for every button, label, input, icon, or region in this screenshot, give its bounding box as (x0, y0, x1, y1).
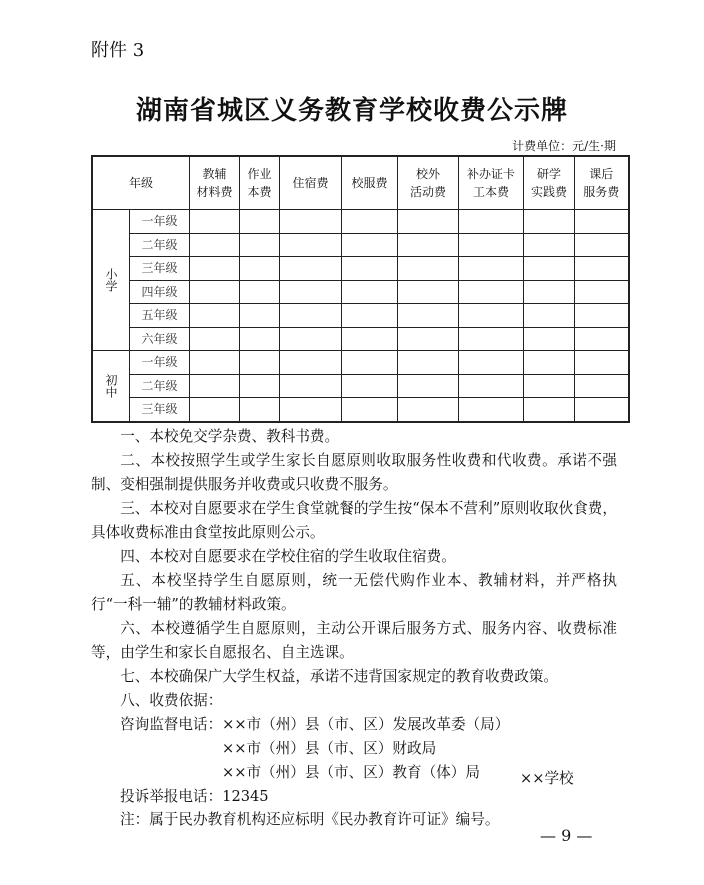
column-header: 校外 活动费 (398, 156, 459, 210)
complaint-phone: 投诉举报电话：12345 (120, 788, 269, 805)
fee-cell (280, 351, 342, 375)
fee-cell (240, 304, 280, 328)
fee-cell (190, 280, 240, 304)
table-row (92, 210, 629, 234)
fee-cell (190, 374, 240, 398)
grade-label: 二年级 (130, 374, 190, 398)
fee-cell (398, 398, 459, 422)
fee-cell (524, 398, 575, 422)
fee-cell (280, 327, 342, 351)
fee-cell (459, 210, 524, 234)
column-header: 年级 (92, 156, 190, 210)
table-row (92, 304, 629, 328)
notice-paragraph: 六、本校遵循学生自愿原则，主动公开课后服务方式、服务内容、收费标准等，由学生和家长自愿报名、自主选课。 (91, 620, 617, 661)
column-header: 补办证卡 工本费 (459, 156, 524, 210)
contact-label: 咨询监督电话： (120, 716, 223, 733)
contact-row (91, 713, 617, 737)
grade-label: 一年级 (130, 351, 190, 375)
school-signature: ××学校 (520, 770, 574, 787)
fee-cell (280, 233, 342, 257)
fee-cell (342, 374, 398, 398)
fee-cell (190, 304, 240, 328)
fee-cell (342, 257, 398, 281)
fee-cell (459, 398, 524, 422)
table-row (92, 233, 629, 257)
fee-cell (342, 398, 398, 422)
page-title: 湖南省城区义务教育学校收费公示牌 (135, 96, 568, 126)
fee-cell (459, 280, 524, 304)
fee-cell (398, 374, 459, 398)
column-header: 教辅 材料费 (190, 156, 240, 210)
footnote: 注：属于民办教育机构还应标明《民办教育许可证》编号。 (120, 811, 500, 828)
notice-paragraph: 二、本校按照学生或学生家长自愿原则收取服务性收费和代收费。承诺不强制、变相强制提供服务并收费或只收费不服务。 (91, 452, 617, 493)
fee-cell (240, 233, 280, 257)
grade-label: 二年级 (130, 233, 190, 257)
fee-cell (575, 304, 629, 328)
school-level: 小学 (92, 210, 130, 351)
fee-cell (240, 210, 280, 234)
notice-paragraph: 五、本校坚持学生自愿原则，统一无偿代购作业本、教辅材料，并严格执行“一科一辅”的教辅材料政策。 (91, 572, 617, 613)
fee-cell (342, 327, 398, 351)
fee-cell (524, 304, 575, 328)
fee-cell (459, 374, 524, 398)
fee-cell (459, 327, 524, 351)
fee-cell (575, 257, 629, 281)
table-row (92, 257, 629, 281)
fee-cell (398, 351, 459, 375)
grade-label: 四年级 (130, 280, 190, 304)
fee-cell (524, 280, 575, 304)
contact-line: ××市（州）县（市、区）教育（体）局 (222, 764, 480, 781)
fee-cell (575, 374, 629, 398)
notice-paragraph: 七、本校确保广大学生权益，承诺不违背国家规定的教育收费政策。 (120, 668, 559, 685)
fee-cell (524, 327, 575, 351)
fee-cell (524, 210, 575, 234)
column-header: 课后 服务费 (575, 156, 629, 210)
fee-cell (398, 304, 459, 328)
fee-cell (398, 233, 459, 257)
fee-cell (342, 233, 398, 257)
fee-cell (240, 327, 280, 351)
fee-cell (459, 304, 524, 328)
notice-paragraph: 四、本校对自愿要求在学校住宿的学生收取住宿费。 (120, 548, 456, 565)
column-header: 住宿费 (280, 156, 342, 210)
fee-cell (342, 210, 398, 234)
fee-cell (459, 351, 524, 375)
fee-cell (575, 327, 629, 351)
school-level: 初中 (92, 351, 130, 422)
grade-label: 六年级 (130, 327, 190, 351)
fee-cell (190, 233, 240, 257)
contact-line: ××市（州）县（市、区）财政局 (222, 740, 437, 757)
fee-cell (524, 257, 575, 281)
notice-body (91, 425, 617, 809)
page-number: — 9 — (540, 826, 593, 845)
fee-cell (190, 210, 240, 234)
fee-cell (240, 398, 280, 422)
fee-cell (240, 374, 280, 398)
fee-cell (398, 280, 459, 304)
fee-cell (240, 280, 280, 304)
column-header: 研学 实践费 (524, 156, 575, 210)
table-row (92, 351, 629, 375)
fee-cell (524, 374, 575, 398)
fee-cell (342, 280, 398, 304)
table-row (92, 280, 629, 304)
fee-cell (342, 304, 398, 328)
fee-cell (459, 257, 524, 281)
fee-cell (190, 327, 240, 351)
table-row (92, 374, 629, 398)
fee-cell (190, 351, 240, 375)
fee-cell (280, 210, 342, 234)
fee-cell (240, 351, 280, 375)
fee-cell (575, 233, 629, 257)
column-header: 校服费 (342, 156, 398, 210)
grade-label: 三年级 (130, 257, 190, 281)
fee-cell (280, 374, 342, 398)
fee-cell (398, 327, 459, 351)
fee-cell (575, 210, 629, 234)
fee-cell (190, 398, 240, 422)
grade-label: 一年级 (130, 210, 190, 234)
notice-paragraph: 八、收费依据： (120, 692, 223, 709)
fee-cell (398, 257, 459, 281)
attachment-label: 附件 3 (91, 40, 145, 61)
table-row (92, 327, 629, 351)
fee-table (91, 155, 630, 423)
fee-cell (280, 304, 342, 328)
fee-cell (398, 210, 459, 234)
fee-cell (459, 233, 524, 257)
fee-cell (575, 398, 629, 422)
fee-cell (575, 280, 629, 304)
notice-paragraph: 一、本校免交学杂费、教科书费。 (120, 428, 340, 445)
contact-line: ××市（州）县（市、区）发展改革委（局） (222, 716, 510, 733)
grade-label: 三年级 (130, 398, 190, 422)
table-row (92, 398, 629, 422)
fee-cell (280, 257, 342, 281)
fee-cell (524, 233, 575, 257)
fee-cell (524, 351, 575, 375)
fee-cell (342, 351, 398, 375)
fee-cell (575, 351, 629, 375)
column-header: 作业 本费 (240, 156, 280, 210)
fee-cell (280, 398, 342, 422)
notice-paragraph: 三、本校对自愿要求在学生食堂就餐的学生按“保本不营利”原则收取伙食费，具体收费标准由食堂按此原则公示。 (91, 500, 617, 541)
fee-cell (190, 257, 240, 281)
fee-unit: 计费单位：元/生·期 (512, 139, 616, 153)
grade-label: 五年级 (130, 304, 190, 328)
fee-cell (280, 280, 342, 304)
fee-cell (240, 257, 280, 281)
